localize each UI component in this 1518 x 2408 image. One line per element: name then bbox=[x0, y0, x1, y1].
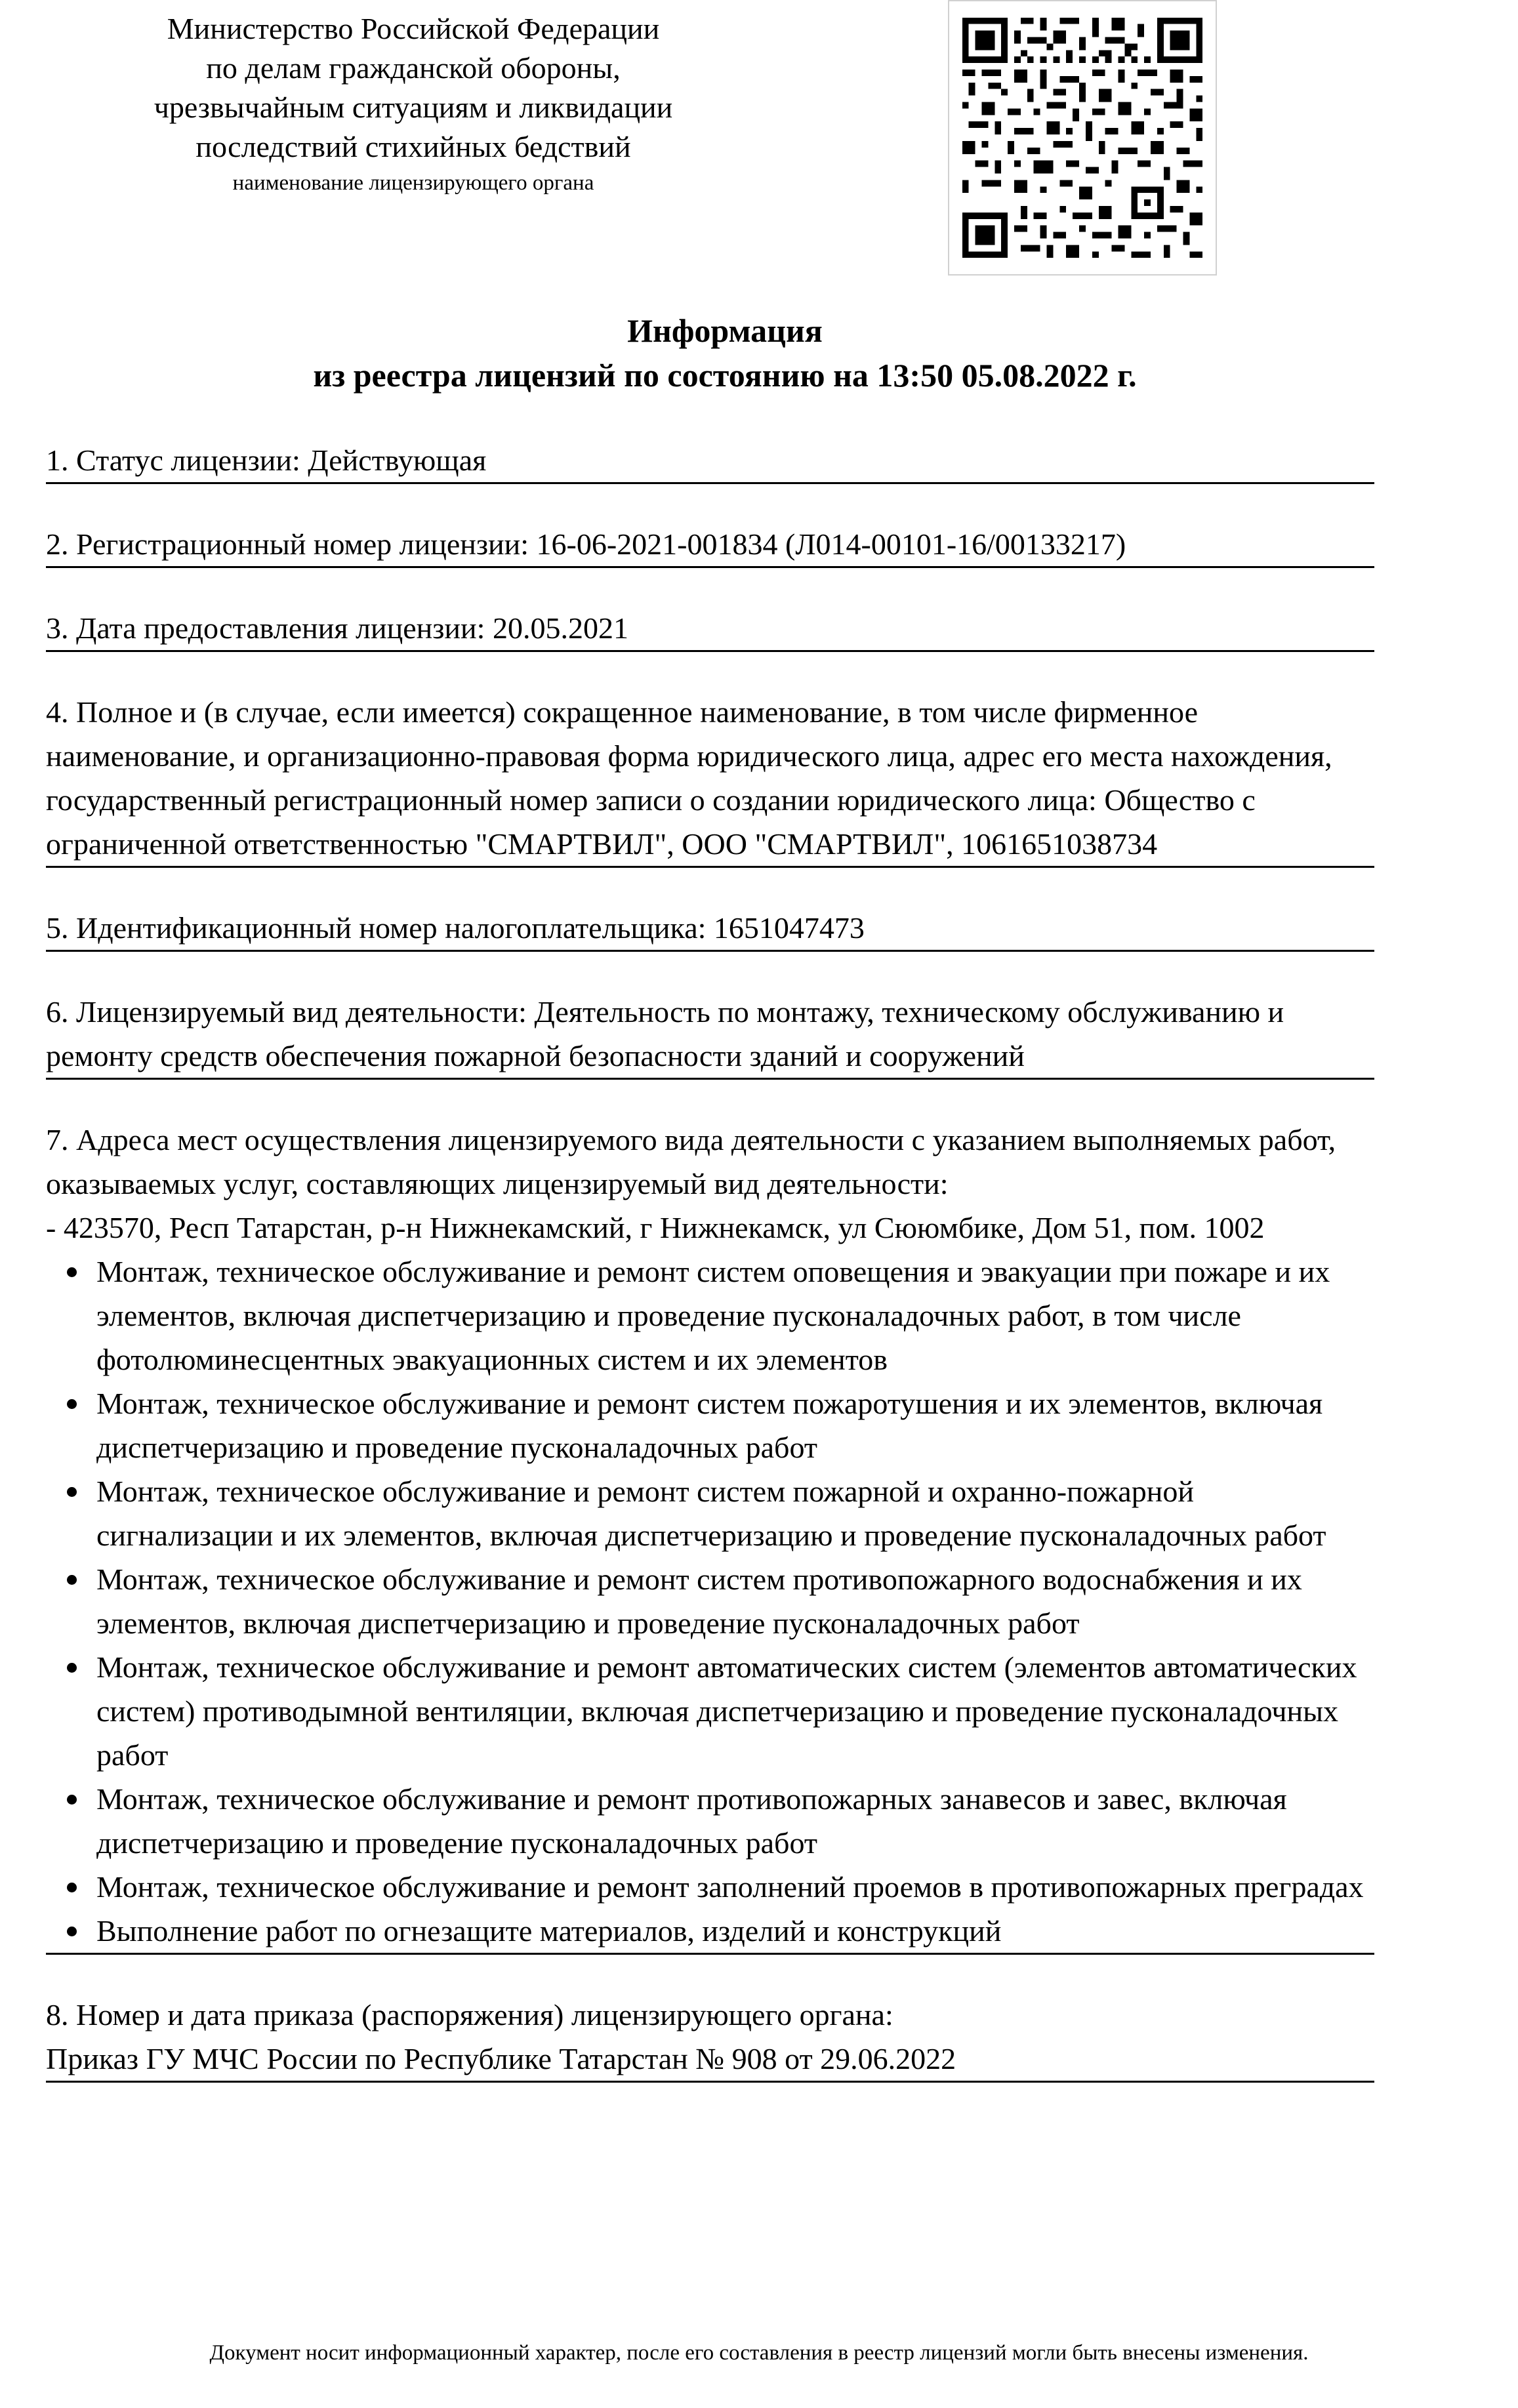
bullet-icon bbox=[67, 1487, 77, 1497]
bullet-icon bbox=[67, 1795, 77, 1805]
work-text: Выполнение работ по огнезащите материалов, изделий и конструкций bbox=[96, 1914, 1002, 1948]
work-text: Монтаж, техническое обслуживание и ремонт систем пожаротушения и их элементов, включая диспетчеризацию и проведение пусконаладочных работ bbox=[96, 1387, 1323, 1464]
bullet-icon bbox=[67, 1883, 77, 1892]
authority-name-line: по делам гражданской обороны, bbox=[206, 51, 621, 85]
bullet-icon bbox=[67, 1575, 77, 1585]
qr-code-graphic bbox=[949, 1, 1216, 274]
list-item bbox=[46, 1250, 1374, 1381]
activity-addresses bbox=[46, 1118, 1374, 1955]
activity-address: - 423570, Респ Татарстан, р-н Нижнекамский, г Нижнекамск, ул Сююмбике, Дом 51, пом. 1002 bbox=[46, 1211, 1265, 1244]
work-text: Монтаж, техническое обслуживание и ремонт систем пожарной и охранно-пожарной сигнализации и их элементов, включая диспетчеризацию и проведение пусконаладочных работ bbox=[96, 1475, 1326, 1552]
license-status bbox=[46, 438, 1374, 484]
work-text: Монтаж, техническое обслуживание и ремонт противопожарных занавесов и завес, включая диспетчеризацию и проведение пусконаладочных работ bbox=[96, 1782, 1287, 1860]
licensee-inn bbox=[46, 906, 1374, 952]
work-text: Монтаж, техническое обслуживание и ремонт заполнений проемов в противопожарных преградах bbox=[96, 1870, 1364, 1904]
qr-code-icon bbox=[948, 0, 1217, 275]
list-item bbox=[46, 1865, 1374, 1909]
order-info bbox=[46, 1993, 1374, 2083]
license-info-list bbox=[46, 438, 1374, 2121]
work-text: Монтаж, техническое обслуживание и ремонт систем оповещения и эвакуации при пожаре и их элементов, включая диспетчеризацию и проведение пусконаладочных работ, в том числе фотолюминесцентных эвакуационных систем и их элементов bbox=[96, 1255, 1330, 1376]
title-subline: из реестра лицензий по состоянию на 13:50 05.08.2022 г. bbox=[313, 357, 1137, 394]
licensed-activity bbox=[46, 990, 1374, 1080]
list-item bbox=[46, 1381, 1374, 1469]
bullet-icon bbox=[67, 1399, 77, 1409]
authority-name-line: последствий стихийных бедствий bbox=[195, 130, 631, 163]
license-date-text: 3. Дата предоставления лицензии: 20.05.2021 bbox=[46, 611, 628, 645]
addresses-heading: 7. Адреса мест осуществления лицензируемого вида деятельности с указанием выполняемых работ, оказываемых услуг, составляющих лицензируемый вид деятельности: bbox=[46, 1123, 1336, 1200]
order-heading: 8. Номер и дата приказа (распоряжения) лицензирующего органа: bbox=[46, 1998, 893, 2031]
license-status-text: 1. Статус лицензии: Действующая bbox=[46, 443, 487, 477]
authority-caption: наименование лицензирующего органа bbox=[232, 171, 594, 195]
title-line: Информация bbox=[627, 312, 823, 349]
authority-name-line: чрезвычайным ситуациям и ликвидации bbox=[154, 91, 673, 124]
list-item bbox=[46, 1777, 1374, 1865]
works-list bbox=[46, 1250, 1374, 1953]
document-title bbox=[39, 308, 1410, 398]
licensee-name bbox=[46, 690, 1374, 868]
order-value: Приказ ГУ МЧС России по Республике Татарстан № 908 от 29.06.2022 bbox=[46, 2042, 956, 2075]
work-text: Монтаж, техническое обслуживание и ремонт систем противопожарного водоснабжения и их элементов, включая диспетчеризацию и проведение пусконаладочных работ bbox=[96, 1562, 1302, 1640]
list-item bbox=[46, 1645, 1374, 1777]
list-item bbox=[46, 1909, 1374, 1953]
licensee-inn-text: 5. Идентификационный номер налогоплательщика: 1651047473 bbox=[46, 911, 865, 945]
authority-name-line: Министерство Российской Федерации bbox=[167, 12, 660, 45]
license-reg-number bbox=[46, 522, 1374, 568]
licensing-authority-block bbox=[79, 9, 748, 198]
license-date bbox=[46, 606, 1374, 652]
licensed-activity-text: 6. Лицензируемый вид деятельности: Деятельность по монтажу, техническому обслуживанию и ремонту средств обеспечения пожарной безопасности зданий и сооружений bbox=[46, 995, 1284, 1072]
bullet-icon bbox=[67, 1663, 77, 1673]
work-text: Монтаж, техническое обслуживание и ремонт автоматических систем (элементов автоматических систем) противодымной вентиляции, включая диспетчеризацию и проведение пусконаладочных работ bbox=[96, 1650, 1357, 1772]
list-item bbox=[46, 1469, 1374, 1557]
licensee-name-text: 4. Полное и (в случае, если имеется) сокращенное наименование, в том числе фирменное наименование, и организационно-правовая форма юридического лица, адрес его места нахождения, государственный регистрационный номер записи о создании юридического лица: Общество с ограниченной ответственностью "СМАРТВИЛ", ООО "СМАРТВИЛ", 1061651038734 bbox=[46, 695, 1332, 861]
bullet-icon bbox=[67, 1267, 77, 1277]
license-reg-number-text: 2. Регистрационный номер лицензии: 16-06-2021-001834 (Л014-00101-16/00133217) bbox=[46, 527, 1126, 561]
disclaimer-note: Документ носит информационный характер, после его составления в реестр лицензий могли быть внесены изменения. bbox=[209, 2341, 1309, 2365]
list-item bbox=[46, 1557, 1374, 1645]
bullet-icon bbox=[67, 1927, 77, 1936]
